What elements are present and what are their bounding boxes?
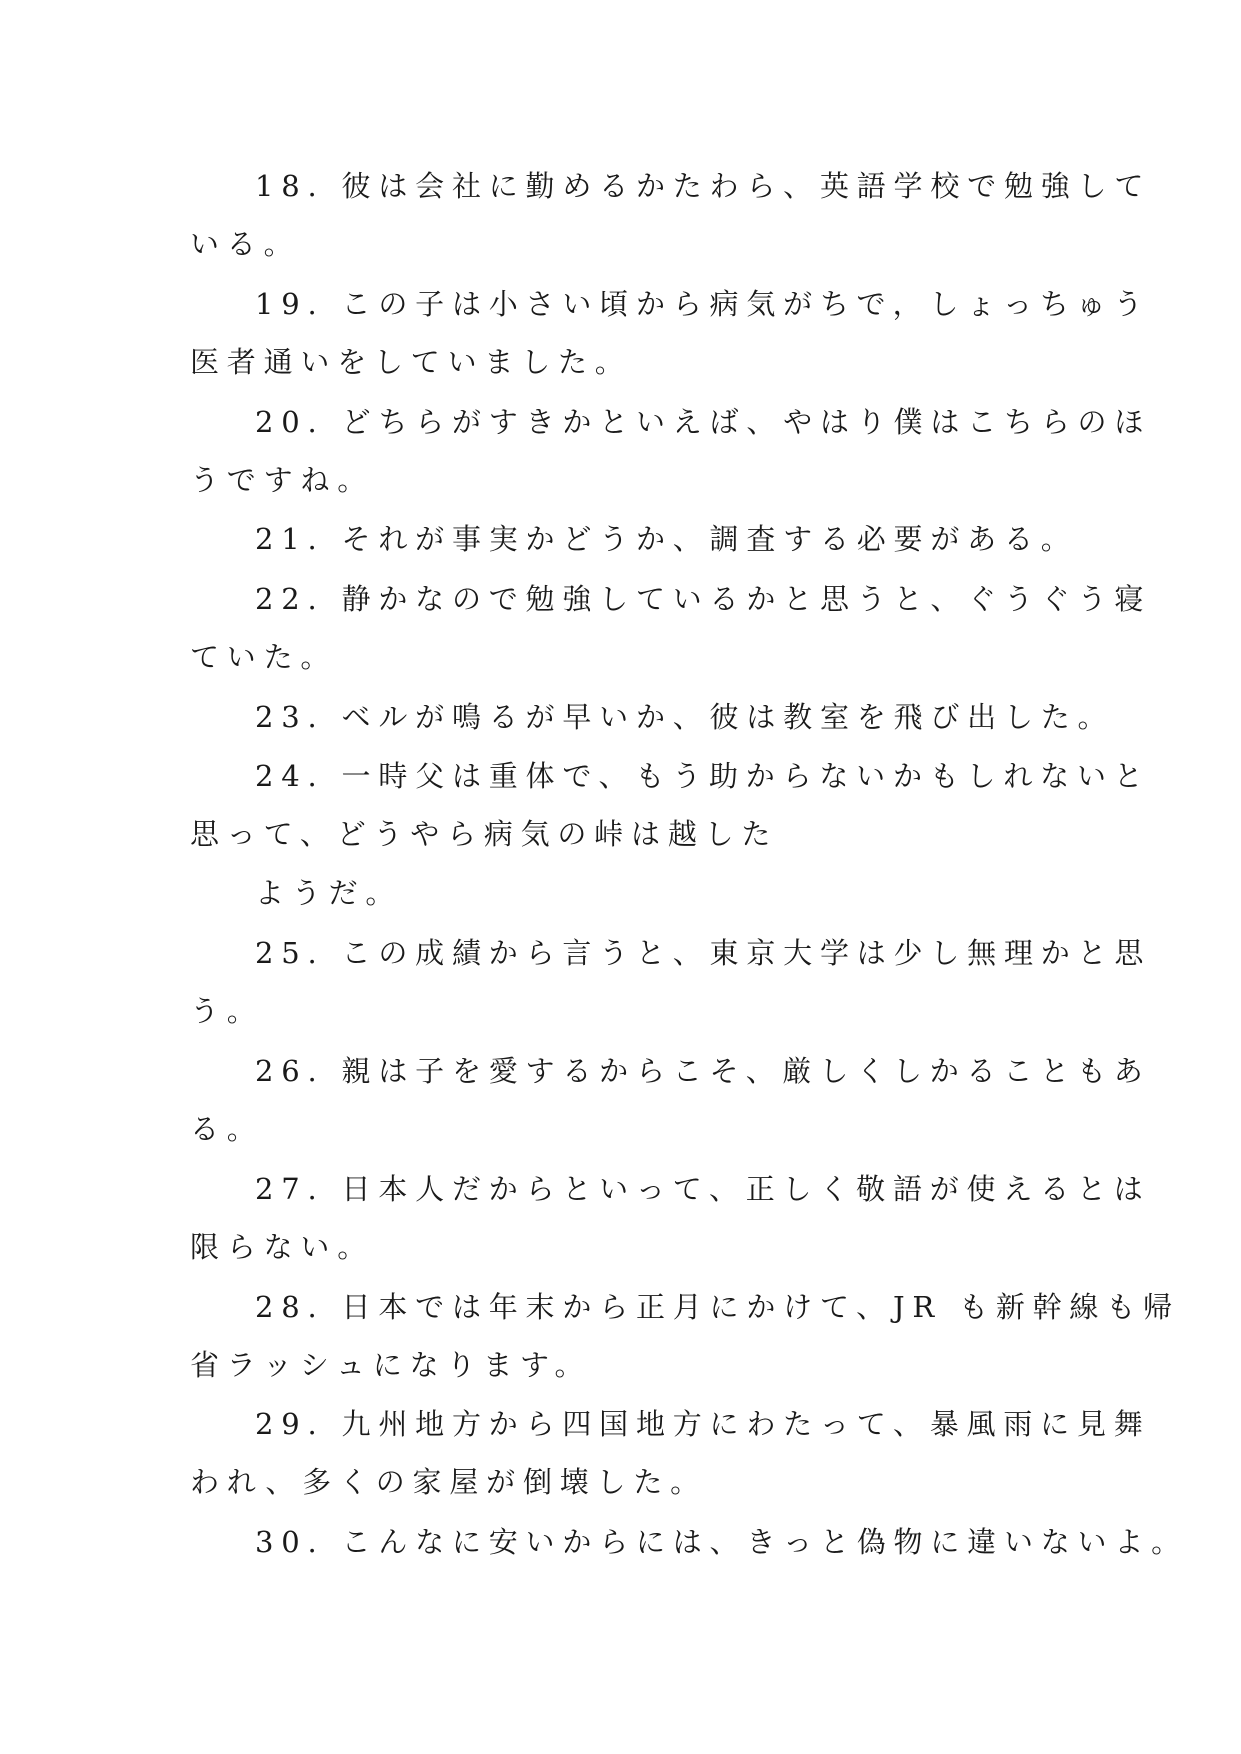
sentence-18-line-1: 18. 彼は会社に勤めるかたわら、英語学校で勉強して: [255, 169, 1152, 203]
sentence-23-line-1: 23. ベルが鳴るが早いか、彼は教室を飛び出した。: [255, 700, 1115, 734]
sentence-26-line-1: 26. 親は子を愛するからこそ、厳しくしかることもあ: [255, 1054, 1151, 1088]
sentence-27-line-1: 27. 日本人だからといって、正しく敬語が使えるとは: [255, 1172, 1151, 1206]
sentence-27-line-2: 限らない。: [190, 1230, 375, 1264]
sentence-28-line-1: 28. 日本では年末から正月にかけて、JR も新幹線も帰: [255, 1290, 1180, 1324]
sentence-20-line-2: うですね。: [190, 463, 375, 497]
sentence-20-line-1: 20. どちらがすきかといえば、やはり僕はこちらのほ: [255, 405, 1152, 439]
sentence-19-line-1: 19. この子は小さい頃から病気がちで，しょっちゅう: [255, 287, 1151, 321]
sentence-21-line-1: 21. それが事実かどうか、調査する必要がある。: [255, 522, 1078, 556]
sentence-24-line-2: 思って、どうやら病気の峠は越した: [190, 817, 779, 851]
sentence-29-line-2: われ、多くの家屋が倒壊した。: [190, 1465, 707, 1499]
sentence-22-line-1: 22. 静かなので勉強しているかと思うと、ぐうぐう寝: [255, 582, 1152, 616]
sentence-25-line-2: う。: [190, 994, 264, 1028]
sentence-24-line-1: 24. 一時父は重体で、もう助からないかもしれないと: [255, 759, 1151, 793]
sentence-28-line-2: 省ラッシュになります。: [190, 1348, 592, 1382]
sentence-18-line-2: いる。: [190, 227, 301, 261]
sentence-24-line-3: ようだ。: [255, 876, 403, 910]
sentence-29-line-1: 29. 九州地方から四国地方にわたって、暴風雨に見舞: [255, 1407, 1151, 1441]
sentence-25-line-1: 25. この成績から言うと、東京大学は少し無理かと思: [255, 936, 1152, 970]
sentence-19-line-2: 医者通いをしていました。: [190, 345, 632, 379]
sentence-22-line-2: ていた。: [190, 640, 338, 674]
sentence-30-line-1: 30. こんなに安いからには、きっと偽物に違いないよ。: [255, 1525, 1188, 1559]
sentence-26-line-2: る。: [190, 1112, 264, 1146]
